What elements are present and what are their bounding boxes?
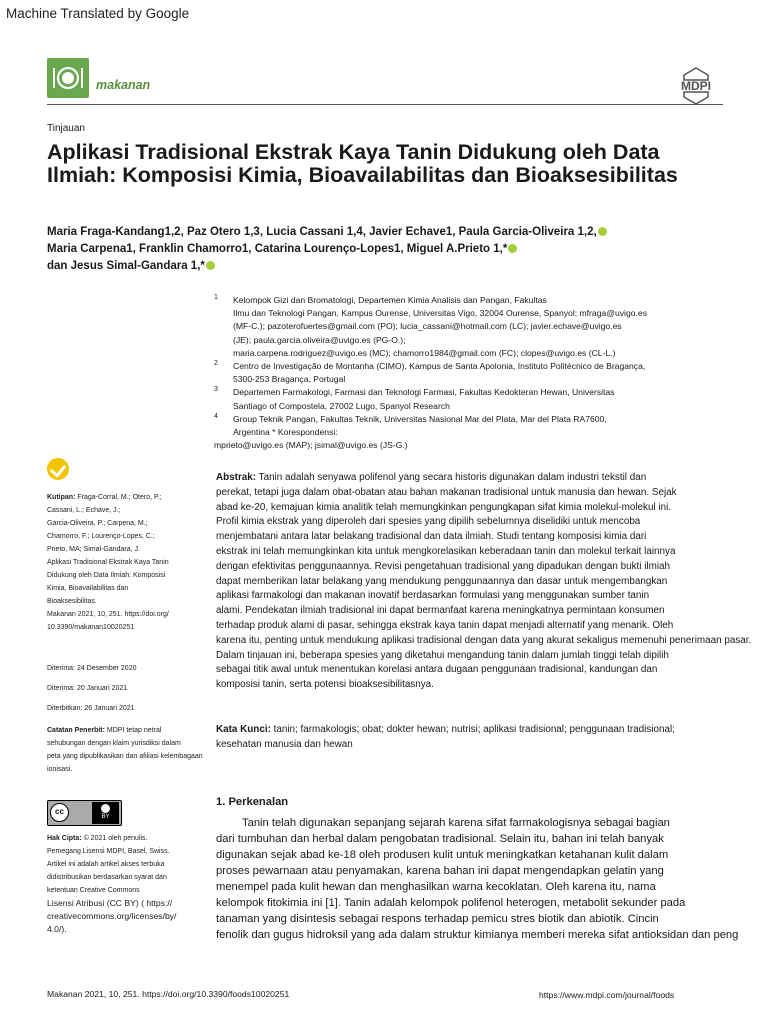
body-line: Tanin telah digunakan sepanjang sejarah karena sifat farmakologisnya sebagai bagian	[242, 817, 670, 829]
affiliation-line: 5300-253 Bragança, Portugal	[233, 374, 346, 385]
publisher-note	[47, 724, 205, 776]
affiliation-line: Ilmu dan Teknologi Pangan, Kampus Ourense, Universitas Vigo, 32004 Ourense, Spanyol; mfraga@uvigo.es	[233, 308, 647, 319]
footer-journal-link[interactable]: https://www.mdpi.com/journal/foods	[539, 990, 675, 1000]
affiliation-2	[214, 360, 734, 386]
publisher-note-line: MDPI tetap netral	[106, 727, 162, 734]
journal-name: makanan	[96, 78, 151, 92]
affiliation-line: Argentina * Korespondensi:	[233, 427, 338, 438]
affiliation-line: Departemen Farmakologi, Farmasi dan Teknologi Farmasi, Fakultas Kedokteran Hewan, Universitas	[233, 387, 615, 398]
affiliations	[214, 294, 734, 452]
author-line: dan Jesus Simal-Gandara 1,*	[47, 258, 737, 275]
abstract-line: komposisi tanin, serta potensi bioaksesibilitasnya.	[216, 679, 434, 691]
abstract-label: Abstrak:	[216, 472, 257, 483]
affiliation-line: Santiago of Compostela, 27002 Lugo, Spanyol Research	[233, 400, 450, 411]
abstract-line: dapat memberikan latar belakang yang mendukung penggunaannya dan dasar untuk mengembangkan	[216, 575, 668, 587]
publisher-note-line: sehubungan dengan klaim yurisdiksi dalam	[47, 740, 181, 747]
affiliation-line: Group Teknik Pangan, Fakultas Teknik, Universitas Nasional Mar del Plata, Mar del Plata RA7600,	[233, 413, 607, 424]
affiliation-line: (MF-C.); pazoterofuertes@gmail.com (PO); lucia_cassani@hotmail.com (LC); javier.echave@uvigo.es	[233, 321, 622, 332]
journal-logo	[47, 58, 89, 98]
license-line: Lisensi Atribusi (CC BY) ( https://	[47, 898, 173, 908]
citation-line: Bioaksesibilitas.	[47, 598, 97, 605]
copyright-line: didistribusikan berdasarkan syarat dan	[47, 874, 167, 881]
introduction-body	[216, 815, 768, 943]
body-line: digunakan sejak abad ke-18 oleh produsen kulit untuk meningkatkan ketahanan kulit dalam	[216, 849, 669, 861]
creative-commons-icon: cc	[50, 803, 69, 822]
affiliation-line: Kelompok Gizi dan Bromatologi, Departemen Kimia Analisis dan Pangan, Fakultas	[233, 295, 547, 305]
orcid-icon[interactable]	[206, 261, 215, 270]
body-line: proses pewarnaan atau penyamakan, karena bahan ini dapat mengendapkan gelatin yang	[216, 865, 664, 877]
abstract-line: karena itu, penting untuk mendukung aplikasi tradisional dengan data yang akurat sekaligus memenuhi penerimaan pasar.	[216, 634, 752, 646]
machine-translation-banner: Machine Translated by Google	[6, 6, 190, 21]
citation-line: Fraga-Corral, M.; Otero, P.;	[77, 494, 162, 501]
received-date: Diterima: 24 Desember 2020	[47, 665, 137, 672]
published-date: Diterbitkan: 26 Januari 2021	[47, 705, 135, 712]
affiliation-4	[214, 413, 734, 453]
author-line: Maria Carpena1, Franklin Chamorro1, Catarina Lourenço-Lopes1, Miguel A.Prieto 1,*	[47, 241, 737, 258]
keywords	[216, 723, 746, 753]
citation-label: Kutipan:	[47, 494, 76, 501]
citation-line: Cassani, L.; Echave, J.;	[47, 507, 121, 514]
abstract-line: Dalam tinjauan ini, beberapa spesies yang diketahui mengandung tanin dalam jumlah tinggi telah dipilih	[216, 649, 669, 661]
copyright-block	[47, 832, 205, 936]
body-line: menempel pada kulit hewan dan menghasilkan warna kecoklatan. Oleh karena itu, nama	[216, 881, 656, 893]
abstract-line: Tanin adalah senyawa polifenol yang secara historis digunakan dalam industri tekstil dan	[258, 472, 647, 483]
mdpi-logo	[668, 66, 724, 106]
author-line: Maria Fraga-Kandang1,2, Paz Otero 1,3, Lucia Cassani 1,4, Javier Echave1, Paula Garcia-Oliveira 1,2,	[47, 224, 737, 241]
keywords-line: kesehatan manusia dan hewan	[216, 738, 353, 750]
cc-by-license-badge[interactable]	[47, 800, 122, 826]
body-line: tanaman yang disintesis sebagai respons terhadap pemicu stres biotik dan abiotik. Cincin	[216, 913, 659, 925]
citation-line: Chamorro, F.; Lourenço-Lopes, C.;	[47, 533, 155, 540]
citation-block	[47, 491, 205, 634]
author-list	[47, 224, 737, 275]
accepted-date: Diterima: 20 Januari 2021	[47, 685, 128, 692]
abstract-line: aplikasi farmakologi dan makanan inovatif berdasarkan formulasi yang menggunakan sumber tanin	[216, 590, 650, 602]
keywords-label: Kata Kunci:	[216, 724, 271, 735]
citation-line: Kimia, Bioavailabilitas dan	[47, 585, 129, 592]
copyright-line: Pemegang Lisensi MDPI, Basel, Swiss.	[47, 848, 170, 855]
affiliation-line: Centro de Investigação de Montanha (CIMO), Kampus de Santa Apolonia, Instituto Politécnico de Bragança,	[233, 361, 646, 372]
keywords-line: tanin; farmakologis; obat; dokter hewan; nutrisi; aplikasi tradisional; penggunaan tradisional;	[273, 724, 675, 735]
correspondence-emails: mprieto@uvigo.es (MAP); jsimal@uvigo.es (JS-G.)	[214, 440, 408, 451]
copyright-line: ketentuan Creative Commons	[47, 887, 140, 894]
by-label: BY	[101, 814, 110, 820]
abstract-line: dengan efektivitas penggunaannya. Revisi pengetahuan tradisional yang dipadukan dengan bukti ilmiah	[216, 560, 671, 572]
abstract-line: menjembatani antara latar belakang tradisional dan data ilmiah. Studi tentang komposisi kimia dari	[216, 531, 647, 543]
article-dates	[47, 662, 205, 722]
abstract-line: Profil kimia ekstrak yang diperoleh dari spesies yang dipilih sebelumnya diselidiki untuk mencoba	[216, 516, 641, 528]
citation-line: Aplikasi Tradisional Ekstrak Kaya Tanin	[47, 559, 169, 566]
copyright-label: Hak Cipta:	[47, 835, 82, 842]
article-title: Aplikasi Tradisional Ekstrak Kaya Tanin Didukung oleh Data Ilmiah: Komposisi Kimia, Bioavailabilitas dan Bioaksesibilitas	[47, 140, 678, 187]
abstract	[216, 471, 752, 693]
affiliation-number: 2	[214, 360, 218, 368]
affiliation-3	[214, 386, 734, 412]
abstract-line: alami. Pendekatan ilmiah tradisional ini dapat bermanfaat karena meningkatnya permintaan konsumen	[216, 605, 665, 617]
copyright-line: © 2021 oleh penulis.	[83, 835, 148, 842]
citation-line: Garcia-Oliveira, P.; Carpena, M.;	[47, 520, 148, 527]
body-line: dari tumbuhan dan herbal dalam pengobatan tradisional. Selain itu, bahan ini telah banyak	[216, 833, 664, 845]
abstract-line: abad ke-20, kemajuan kimia analitik telah memungkinkan pengungkapan sifat kimia molekul-molekul ini.	[216, 501, 672, 513]
check-for-updates-icon[interactable]	[47, 458, 69, 480]
footer-citation: Makanan 2021, 10, 251. https://doi.org/10.3390/foods10020251	[47, 989, 290, 999]
citation-doi-line[interactable]: Makanan 2021, 10, 251. https://doi.org/	[47, 611, 169, 618]
header-divider	[47, 104, 723, 105]
copyright-line: Artikel ini adalah artikel akses terbuka	[47, 861, 165, 868]
affiliation-number: 1	[214, 294, 218, 301]
affiliation-1	[214, 294, 734, 360]
publisher-note-line: ionisasi.	[47, 766, 73, 773]
publisher-name: MDPI	[681, 79, 711, 93]
plate-cutlery-icon	[47, 58, 89, 98]
orcid-icon[interactable]	[598, 227, 607, 236]
article-type: Tinjauan	[47, 123, 85, 134]
citation-line: Didukung oleh Data Ilmiah: Komposisi	[47, 572, 166, 579]
publisher-note-label: Catatan Penerbit:	[47, 727, 105, 734]
abstract-line: terhadap produk alami di pasar, sehingga ekstrak kaya tanin dapat menjadi alternatif yang menarik. Oleh	[216, 619, 674, 631]
citation-line: Prieto, MA; Simal-Gandara, J.	[47, 546, 140, 553]
abstract-line: ekstrak ini telah memungkinkan kita untuk mengkorelasikan keberadaan tanin dan molekul terkait lainnya	[216, 545, 676, 557]
section-heading-introduction: 1. Perkenalan	[216, 796, 289, 808]
orcid-icon[interactable]	[508, 244, 517, 253]
abstract-line: sebagai titik awal untuk menentukan korelasi antara dugaan penggunaan tradisional, kandungan dan	[216, 664, 658, 676]
body-line: fenolik dan gugus hidroksil yang ada dalam struktur kimianya memberi mereka sifat antioksidan dan peng	[216, 929, 739, 941]
attribution-icon	[92, 802, 119, 824]
citation-doi-line[interactable]: 10.3390/makanan10020251	[47, 624, 135, 631]
body-line: kelompok fitokimia ini [1]. Tanin adalah kelompok polifenol heterogen, metabolit sekunder pada	[216, 897, 686, 909]
abstract-line: perekat, tetapi juga dalam obat-obatan atau bahan makanan tradisional untuk manusia dan hewan. Sejak	[216, 486, 677, 498]
publisher-note-line: peta yang dipublikasikan dan afiliasi kelembagaan	[47, 753, 203, 760]
affiliation-line: (JE); paula.garcia.oliveira@uvigo.es (PG-O.);	[233, 334, 406, 345]
affiliation-number: 4	[214, 412, 218, 420]
affiliation-line: maria.carpena.rodriguez@uvigo.es (MC); chamorro1984@gmail.com (FC); clopes@uvigo.es (CL-L.)	[233, 347, 616, 358]
license-link[interactable]: creativecommons.org/licenses/by/	[47, 911, 177, 921]
license-line: 4.0/).	[47, 924, 67, 934]
affiliation-number: 3	[214, 386, 218, 394]
